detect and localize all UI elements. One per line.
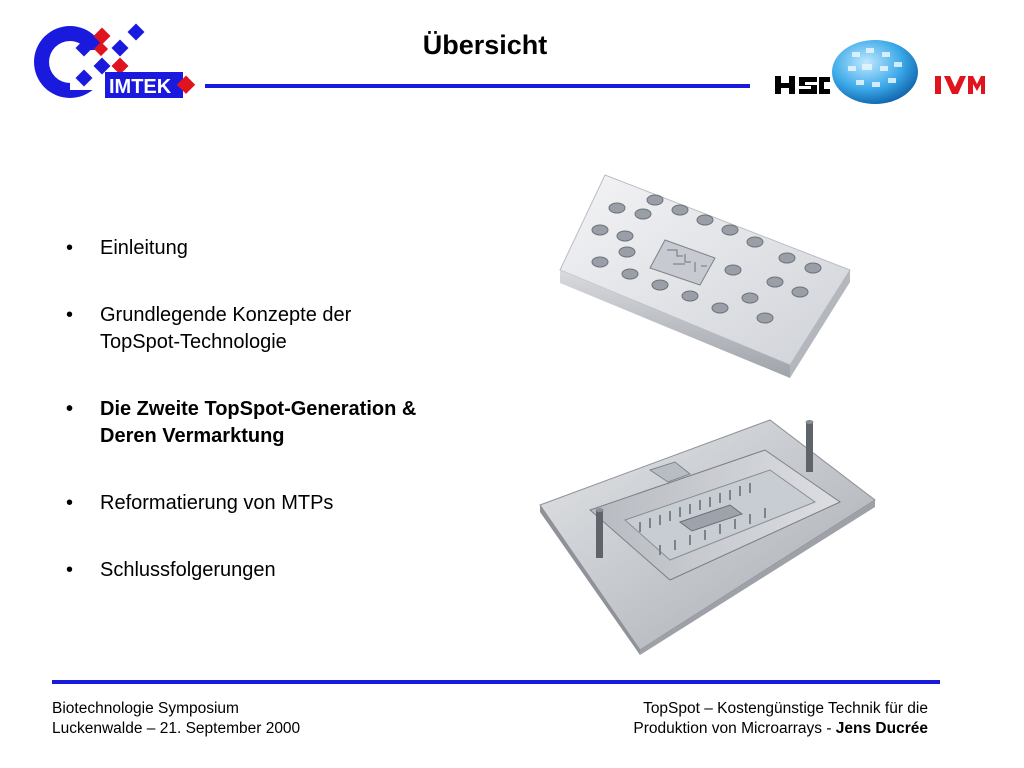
event-name: Biotechnologie Symposium (52, 700, 239, 717)
bullet-icon: • (66, 237, 74, 259)
agenda-item-text: Die Zweite TopSpot-Generation & Deren Vermarktung (100, 398, 417, 447)
agenda-item-text: Schlussfolgerungen (100, 559, 276, 581)
bullet-icon: • (66, 398, 74, 420)
agenda-item (62, 302, 492, 356)
agenda-item (62, 490, 492, 517)
wafer-disc-logo (830, 38, 920, 106)
printhead-holder-image (530, 410, 880, 655)
header-divider (205, 84, 750, 88)
imtek-logo (30, 20, 210, 105)
agenda-item (62, 557, 492, 584)
footer-talk-info (633, 699, 928, 739)
agenda-item-text: Einleitung (100, 237, 188, 259)
talk-title-line2-text: Produktion von Microarrays - (633, 720, 836, 737)
talk-title-line1: TopSpot – Kostengünstige Technik für die (643, 700, 928, 717)
agenda-item-text: Reformatierung von MTPs (100, 492, 334, 514)
footer-event-info (52, 699, 300, 739)
bullet-icon: • (66, 559, 74, 581)
bullet-icon: • (66, 492, 74, 514)
agenda-item-text: Grundlegende Konzepte der TopSpot-Technologie (100, 304, 352, 353)
hsg-logo (775, 74, 830, 96)
page-title: Übersicht (422, 30, 548, 60)
microplate-device-image (555, 170, 855, 380)
agenda-item-current (62, 396, 492, 450)
footer-divider (52, 680, 940, 684)
ivm-logo (935, 74, 985, 96)
event-location-date: Luckenwalde – 21. September 2000 (52, 720, 301, 737)
agenda-item (62, 235, 492, 262)
agenda-list (62, 235, 492, 624)
bullet-icon: • (66, 304, 74, 326)
talk-title-line2 (633, 719, 928, 739)
svg-text:IMTEK: IMTEK (109, 76, 172, 98)
author-name: Jens Ducrée (835, 720, 928, 737)
